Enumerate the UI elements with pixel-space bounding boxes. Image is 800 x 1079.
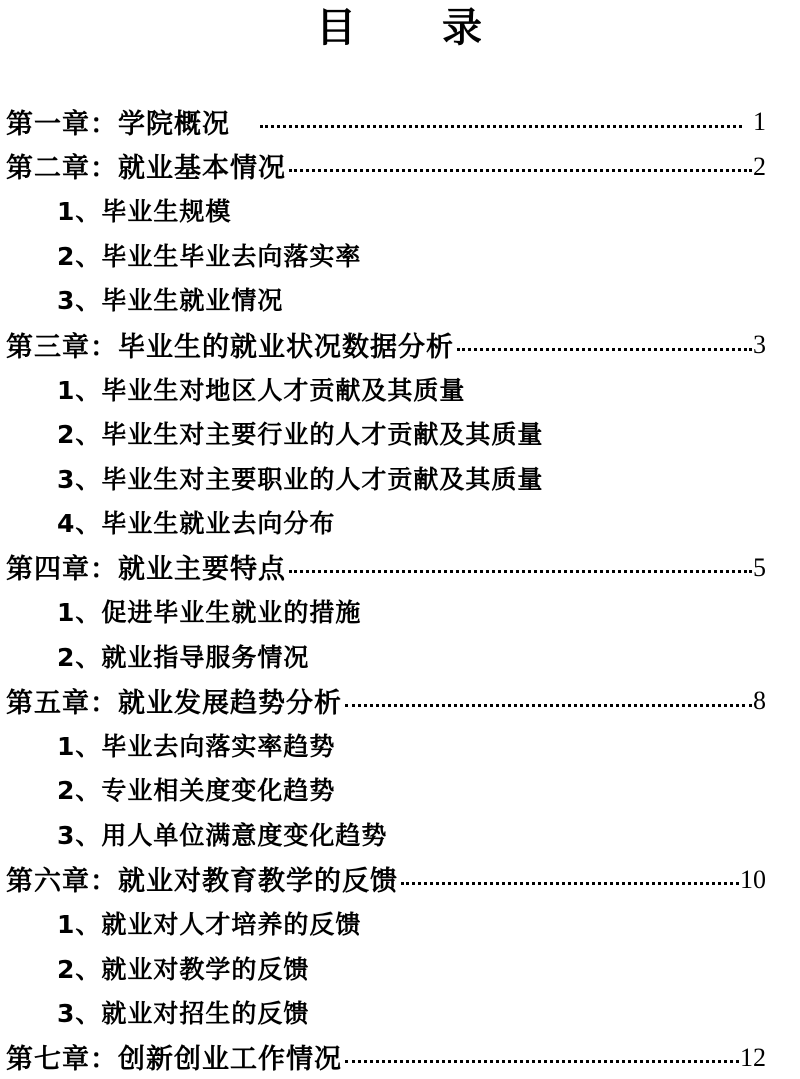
toc-sub-row	[0, 277, 800, 322]
toc-chapter-row	[0, 678, 800, 723]
toc-entry-label: 2、就业指导服务情况	[57, 642, 310, 672]
toc-entry-label: 1、促进毕业生就业的措施	[57, 598, 362, 628]
toc-page-number: 8	[753, 686, 766, 716]
toc-entry-label: 第一章：学院概况	[6, 108, 230, 140]
toc-sub-row	[0, 812, 800, 857]
toc-entry-label: 第六章：就业对教育教学的反馈	[6, 866, 398, 898]
dot-leader	[289, 560, 752, 573]
toc-entry-label: 2、毕业生毕业去向落实率	[57, 241, 362, 271]
toc-entry-label: 3、毕业生对主要职业的人才贡献及其质量	[57, 464, 544, 494]
toc-entry-label: 1、毕业生规模	[57, 197, 232, 227]
toc-sub-row	[0, 723, 800, 768]
toc-sub-row	[0, 990, 800, 1035]
toc-page-number: 10	[740, 864, 766, 894]
toc-page-number: 5	[753, 552, 766, 582]
toc-entry-label: 第五章：就业发展趋势分析	[6, 687, 342, 719]
toc-entry-label: 4、毕业生就业去向分布	[57, 509, 336, 539]
toc-chapter-row	[0, 322, 800, 367]
toc-sub-row	[0, 188, 800, 233]
dot-leader	[457, 338, 752, 351]
toc-list	[0, 99, 800, 1079]
toc-entry-label: 第四章：就业主要特点	[6, 554, 286, 586]
toc-entry-label: 2、就业对教学的反馈	[57, 954, 310, 984]
toc-sub-row	[0, 233, 800, 278]
dot-leader	[345, 1050, 739, 1063]
toc-page-number: 1	[753, 107, 766, 137]
toc-chapter-row	[0, 544, 800, 589]
toc-page-number: 2	[753, 151, 766, 181]
toc-entry-label: 3、用人单位满意度变化趋势	[57, 821, 388, 851]
toc-entry-label: 2、专业相关度变化趋势	[57, 776, 336, 806]
toc-page-number: 3	[753, 330, 766, 359]
toc-sub-row	[0, 366, 800, 411]
toc-chapter-row	[0, 144, 800, 189]
page-title: 目 录	[316, 5, 484, 51]
toc-entry-label: 1、毕业去向落实率趋势	[57, 731, 336, 761]
toc-entry-label: 第七章：创新创业工作情况	[6, 1044, 342, 1076]
dot-leader	[260, 115, 742, 128]
toc-sub-row	[0, 901, 800, 946]
toc-sub-row	[0, 634, 800, 679]
toc-sub-row	[0, 589, 800, 634]
toc-sub-row	[0, 411, 800, 456]
toc-entry-label: 1、就业对人才培养的反馈	[57, 910, 362, 940]
toc-chapter-row	[0, 856, 800, 901]
toc-entry-label: 1、毕业生对地区人才贡献及其质量	[57, 375, 466, 405]
dot-leader	[289, 159, 752, 172]
toc-sub-row	[0, 767, 800, 812]
toc-sub-row	[0, 455, 800, 500]
toc-entry-label: 第三章：毕业生的就业状况数据分析	[6, 331, 454, 363]
toc-chapter-row	[0, 99, 800, 144]
dot-leader	[345, 694, 752, 707]
toc-entry-label: 第二章：就业基本情况	[6, 153, 286, 185]
toc-entry-label: 3、毕业生就业情况	[57, 286, 284, 316]
toc-page-number: 12	[740, 1042, 766, 1072]
toc-chapter-row	[0, 1034, 800, 1079]
toc-entry-label: 2、毕业生对主要行业的人才贡献及其质量	[57, 420, 544, 450]
toc-sub-row	[0, 945, 800, 990]
toc-sub-row	[0, 500, 800, 545]
toc-entry-label: 3、就业对招生的反馈	[57, 999, 310, 1029]
dot-leader	[401, 872, 739, 885]
